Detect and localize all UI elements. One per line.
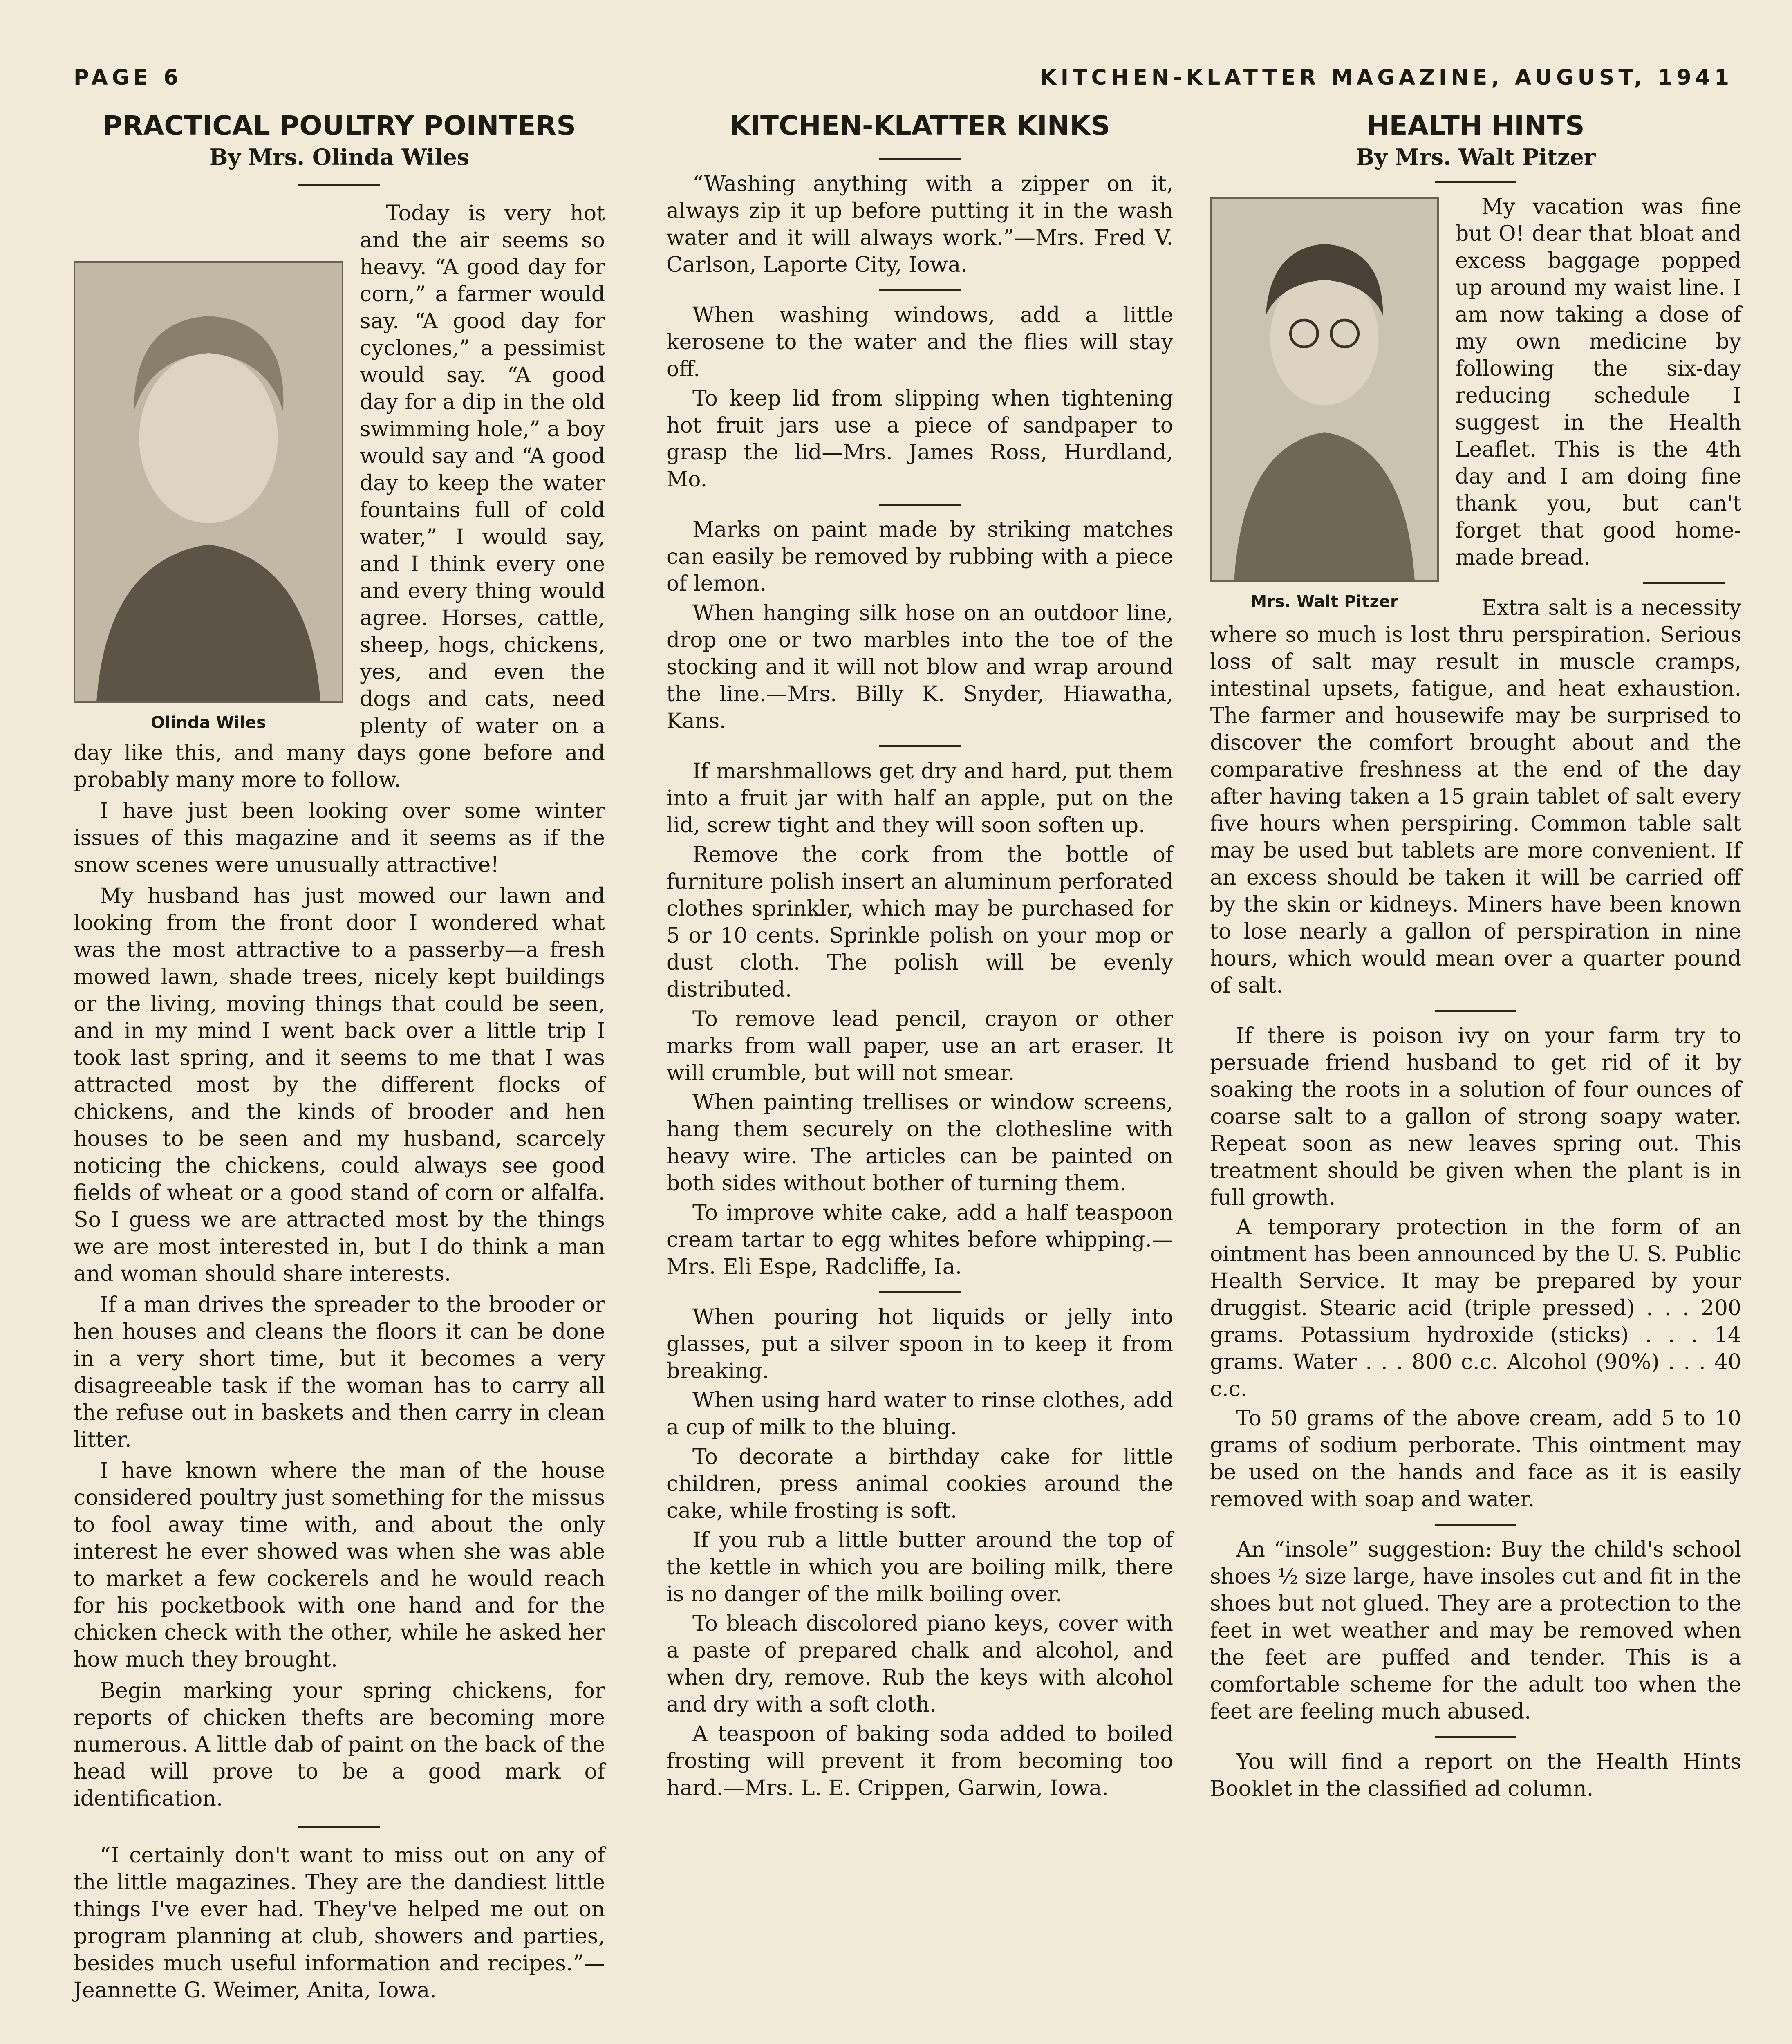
kink-item: A teaspoon of baking soda added to boiled frosting will prevent it from becoming too hard.—Mrs. L. E. Crippen, Garwin, Iowa. xyxy=(666,1721,1173,1800)
divider xyxy=(1643,582,1725,584)
poultry-paragraph: Today is very hot and the air seems so heavy. “A good day for corn,” a farmer would say. “A good day for cyclones,” a pessimist would say. “A good day for a dip in the old swimming hole,” a boy would say and “A good day to keep the water fountains full of cold water,” I would say, and I think every one and every thing would agree. Horses, cattle, sheep, hogs, chickens, yes, and even the dogs and cats, need plenty of water on a day like this, and many days gone before and probably many more to follow. xyxy=(74,201,605,792)
health-item: A temporary protection in the form of an ointment has been announced by the U. S. Public Health Service. It may be prepared by your druggist. Stearic acid (triple pressed) . . . 200 grams. Potassium hydroxide (sticks) . . . 14 grams. Water . . . 800 c.c. Alcohol (90%) . . . 40 c.c. xyxy=(1210,1215,1741,1401)
kink-item: When using hard water to rinse clothes, add a cup of milk to the bluing. xyxy=(666,1388,1173,1440)
health-column xyxy=(1210,110,1741,1805)
kink-item: To bleach discolored piano keys, cover with a paste of prepared chalk and alcohol, and when dry, remove. Rub the keys with alcohol and dry with a soft cloth. xyxy=(666,1611,1173,1717)
kink-item: When hanging silk hose on an outdoor line, drop one or two marbles into the toe of the stocking and it will not blow and wrap around the line.—Mrs. Billy K. Snyder, Hiawatha, Kans. xyxy=(666,601,1173,733)
poultry-byline: By Mrs. Olinda Wiles xyxy=(209,143,470,170)
divider xyxy=(1435,1524,1516,1526)
masthead: KITCHEN-KLATTER MAGAZINE, AUGUST, 1941 xyxy=(1040,65,1733,90)
poultry-paragraph: I have just been looking over some winter issues of this magazine and it seems as if the snow scenes were unusually attractive! xyxy=(74,798,605,877)
page-header xyxy=(74,65,1733,98)
page-number: PAGE 6 xyxy=(74,65,183,90)
kinks-group-4 xyxy=(666,758,1173,1280)
health-title: HEALTH HINTS xyxy=(1366,110,1585,141)
health-byline: By Mrs. Walt Pitzer xyxy=(1355,143,1596,170)
divider xyxy=(879,289,961,291)
kink-item: To remove lead pencil, crayon or other marks from wall paper, use an art eraser. It will crumble, but will not smear. xyxy=(666,1006,1173,1085)
health-item: Extra salt is a necessity where so much is lost thru perspiration. Serious loss of salt may result in muscle cramps, intestinal upsets, fatigue, and heat exhaustion. The farmer and housewife may be surprised to discover the comfort brought about and the comparative freshness at the end of the day after having taken a 15 grain tablet of salt every five hours when perspiring. Common table salt may be used but tablets are more convenient. If an excess should be taken it will be carried off by the skin or kidneys. Miners have been known to lose nearly a gallon of perspiration in nine hours, which would mean over a quarter pound of salt. xyxy=(1210,595,1741,998)
kink-item: When painting trellises or window screens, hang them securely on the clothesline with heavy wire. The articles can be painted on both sides without bother of turning them. xyxy=(666,1090,1173,1196)
kink-item: When pouring hot liquids or jelly into glasses, put a silver spoon in to keep it from breaking. xyxy=(666,1304,1173,1383)
kinks-group-5 xyxy=(666,1304,1173,1802)
divider xyxy=(1435,1010,1516,1012)
health-group-2 xyxy=(1210,594,1741,999)
divider xyxy=(1435,1736,1516,1738)
kink-item: Remove the cork from the bottle of furniture polish insert an aluminum perforated clothes sprinkler, which may be purchased for 5 or 10 cents. Sprinkle polish on your mop or dust cloth. The polish will be evenly distributed. xyxy=(666,842,1173,1002)
pitzer-caption: Mrs. Walt Pitzer xyxy=(1250,592,1398,611)
kinks-group-2 xyxy=(666,302,1173,493)
poultry-paragraph: If a man drives the spreader to the brooder or hen houses and cleans the floors it can be done in a very short time, but it becomes a very disagreeable task if the woman has to carry all the refuse out in baskets and then carry in clean litter. xyxy=(74,1292,605,1452)
divider xyxy=(879,158,961,160)
kink-item: To improve white cake, add a half teaspoon cream tartar to egg whites before whipping.—Mrs. Eli Espe, Radcliffe, Ia. xyxy=(666,1200,1173,1279)
divider xyxy=(298,184,380,186)
kink-item: If you rub a little butter around the top of the kettle in which you are boiling milk, there is no danger of the milk boiling over. xyxy=(666,1528,1173,1607)
kinks-group-1 xyxy=(666,170,1173,278)
health-item: If there is poison ivy on your farm try to persuade friend husband to get rid of it by soaking the roots in a solution of four ounces of coarse salt to a gallon of strong soapy water. Repeat soon as new leaves spring out. This treatment should be given when the plant is in full growth. xyxy=(1210,1023,1741,1210)
kink-item: When washing windows, add a little kerosene to the water and the flies will stay off. xyxy=(666,303,1173,381)
health-group-3 xyxy=(1210,1022,1741,1513)
wiles-photo xyxy=(74,261,343,732)
portrait-image xyxy=(74,261,343,703)
pitzer-photo xyxy=(1210,197,1439,611)
kink-item: To keep lid from slipping when tightening hot fruit jars use a piece of sandpaper to grasp the lid—Mrs. James Ross, Hurdland, Mo. xyxy=(666,386,1173,492)
reader-quote: “I certainly don't want to miss out on any of the little magazines. They are the dandiest little things I've ever had. They've helped me out on program planning at club, showers and parties, besides much useful information and recipes.”—Jeannette G. Weimer, Anita, Iowa. xyxy=(74,1843,605,2003)
kink-item: If marshmallows get dry and hard, put them into a fruit jar with half an apple, put on the lid, screw tight and they will soon soften up. xyxy=(666,759,1173,838)
portrait-image xyxy=(1210,197,1439,582)
divider xyxy=(879,745,961,747)
divider xyxy=(1435,181,1516,183)
kinks-column xyxy=(666,110,1173,1804)
health-item: To 50 grams of the above cream, add 5 to 10 grams of sodium perborate. This ointment may be used on the hands and face as it is easily removed with soap and water. xyxy=(1210,1406,1741,1512)
kinks-title: KITCHEN-KLATTER KINKS xyxy=(729,110,1110,141)
divider xyxy=(298,1826,380,1828)
poultry-paragraph: I have known where the man of the house considered poultry just something for the missus to fool away time with, and about the only interest he ever showed was when she was able to market a few cockerels and he would reach for his pocketbook with one hand and for the chicken check with the other, while he asked her how much they brought. xyxy=(74,1458,605,1672)
poultry-paragraph: My husband has just mowed our lawn and looking from the front door I wondered what was the most attractive to a passerby—a fresh mowed lawn, shade trees, nicely kept buildings or the living, moving things that could be seen, and in my mind I went back over a little trip I took last spring, and it seems to me that I was attracted most by the different flocks of chickens, and the kinds of brooder and hen houses to be seen and my husband, scarcely noticing the chickens, could always see good fields of wheat or a good stand of corn or alfalfa. So I guess we are attracted most by the things we are most interested in, but I do think a man and woman should share interests. xyxy=(74,883,605,1286)
health-group-1 xyxy=(1210,193,1741,611)
health-item: An “insole” suggestion: Buy the child's school shoes ½ size large, have insoles cut and fit in the shoes but not glued. They are a protection to the feet in wet weather and may be removed when the feet are puffed and tender. This is a comfortable scheme for the adult too when the feet are feeling much abused. xyxy=(1210,1537,1741,1724)
health-item: My vacation was fine but O! dear that bloat and excess baggage popped up around my waist line. I am now taking a dose of my own medicine by following the six-day reducing schedule I suggest in the Health Leaflet. This is the 4th day and I am doing fine thank you, but can't forget that good home-made bread. xyxy=(1455,194,1741,570)
health-item: You will find a report on the Health Hints Booklet in the classified ad column. xyxy=(1210,1749,1741,1801)
poultry-title: PRACTICAL POULTRY POINTERS xyxy=(103,110,576,141)
kink-item: To decorate a birthday cake for little children, press animal cookies around the cake, while frosting is soft. xyxy=(666,1444,1173,1523)
kinks-group-3 xyxy=(666,516,1173,735)
kink-item: “Washing anything with a zipper on it, always zip it up before putting it in the wash water and it will always work.”—Mrs. Fred V. Carlson, Laporte City, Iowa. xyxy=(666,171,1173,277)
health-group-4 xyxy=(1210,1536,1741,1725)
divider xyxy=(879,1291,961,1293)
health-group-5 xyxy=(1210,1748,1741,1802)
kink-item: Marks on paint made by striking matches can easily be removed by rubbing with a piece of lemon. xyxy=(666,517,1173,596)
wiles-caption: Olinda Wiles xyxy=(151,713,266,732)
divider xyxy=(879,504,961,506)
poultry-article xyxy=(74,110,605,2008)
poultry-paragraph: Begin marking your spring chickens, for reports of chicken thefts are becoming more numerous. A little dab of paint on the back of the head will prove to be a good mark of identification. xyxy=(74,1678,605,1811)
